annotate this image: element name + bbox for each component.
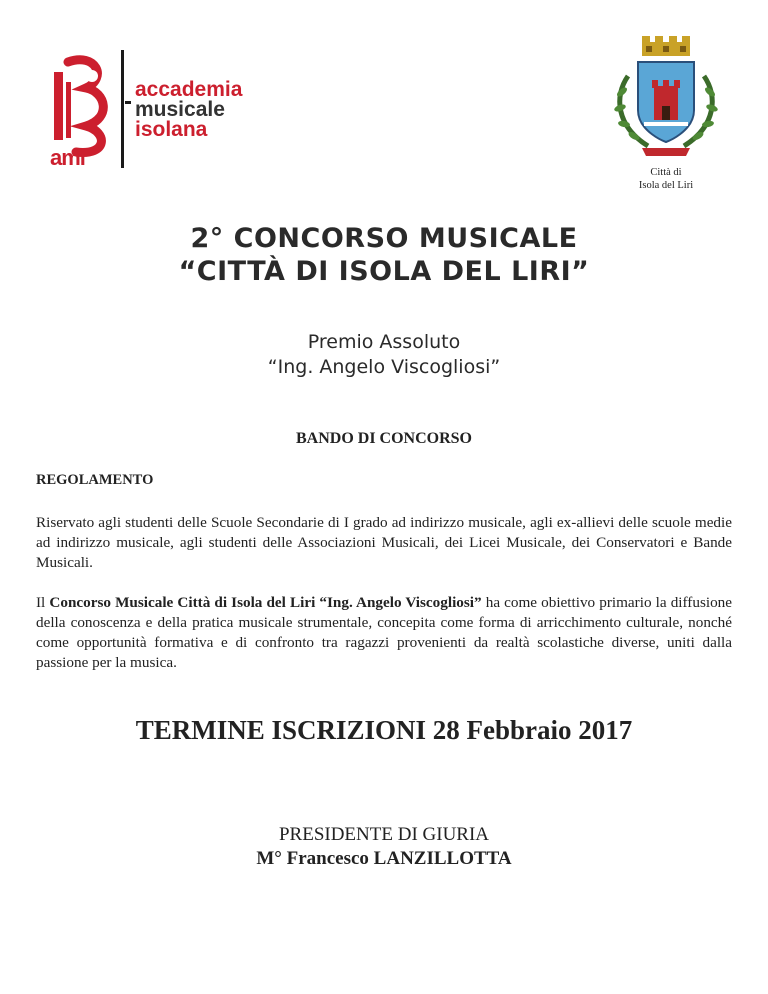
city-crest bbox=[608, 36, 724, 216]
paragraph2-rest: ha come obiettivo primario la diffusione della conoscenza e della pratica musicale strumentale, concepita come forma di arricchimento culturale, nonché come opportunità formativa e di confronto tra ragazzi provenienti da realtà scolastiche diverse, uniti dalla passione per la musica. bbox=[36, 594, 733, 671]
award-subtitle bbox=[0, 330, 768, 380]
paragraph2-prefix: Il bbox=[36, 594, 50, 611]
regolamento-paragraph-1: Riservato agli studenti delle Scuole Secondarie di I grado ad indirizzo musicale, agli ex-allievi delle scuole medie ad indirizzo musicale, agli studenti delle Associazioni Musicali, dei Licei Musicale, dei Conservatori e Bande Musicali. bbox=[36, 514, 732, 571]
logo-word-musicale: musicale bbox=[135, 98, 225, 121]
coat-of-arms-icon bbox=[608, 36, 724, 164]
title-line1: 2° CONCORSO MUSICALE bbox=[190, 223, 578, 254]
registration-deadline: TERMINE ISCRIZIONI 28 Febbraio 2017 bbox=[135, 715, 633, 745]
regolamento-heading: REGOLAMENTO bbox=[36, 472, 154, 488]
logo-abbreviation: ami bbox=[50, 145, 85, 170]
subtitle-line1: Premio Assoluto bbox=[307, 331, 461, 353]
bando-heading: BANDO DI CONCORSO bbox=[295, 430, 472, 447]
competition-title bbox=[0, 222, 768, 288]
crest-caption-line1: Città di bbox=[650, 167, 682, 178]
jury-president-label: PRESIDENTE DI GIURIA bbox=[278, 824, 490, 845]
subtitle-line2: “Ing. Angelo Viscogliosi” bbox=[267, 356, 501, 378]
crest-caption bbox=[608, 166, 724, 192]
paragraph2-contest-name: Concorso Musicale Città di Isola del Liri “Ing. Angelo Viscogliosi” bbox=[49, 594, 482, 611]
crest-caption-line2: Isola del Liri bbox=[638, 180, 694, 191]
jury-president-name: M° Francesco LANZILLOTTA bbox=[256, 848, 512, 869]
logo-word-accademia: accademia bbox=[135, 78, 243, 101]
title-line2: “CITTÀ DI ISOLA DEL LIRI” bbox=[178, 256, 590, 287]
regolamento-paragraph-2 bbox=[36, 593, 732, 673]
academy-logo bbox=[46, 48, 286, 178]
logo-word-isolana: isolana bbox=[135, 118, 208, 141]
